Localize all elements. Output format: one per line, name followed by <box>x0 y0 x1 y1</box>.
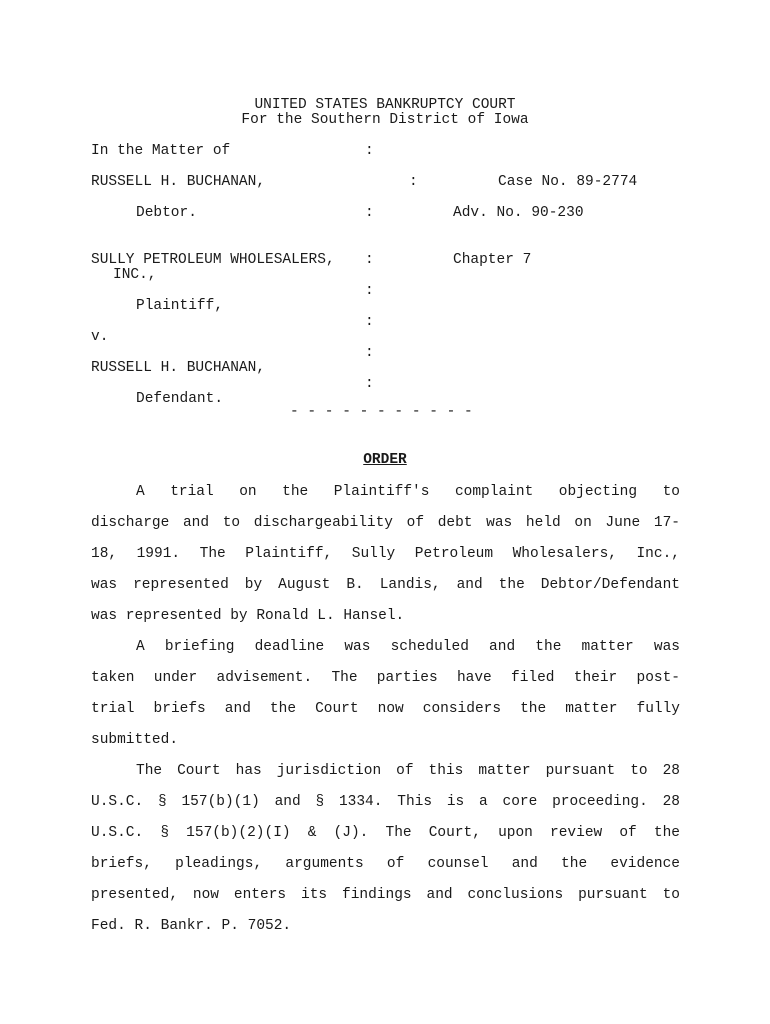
body-line: U.S.C. § 157(b)(1) and § 1334. This is a core proceeding. 28 <box>91 794 680 810</box>
plaintiff-role: Plaintiff, <box>136 298 224 314</box>
caption-colon: : <box>365 283 374 299</box>
debtor-name: RUSSELL H. BUCHANAN, <box>91 174 266 190</box>
body-line: U.S.C. § 157(b)(2)(I) & (J). The Court, upon review of the <box>91 825 680 841</box>
court-name: UNITED STATES BANKRUPTCY COURT <box>254 97 516 113</box>
versus-label: v. <box>91 329 109 345</box>
case-number: Case No. 89-2774 <box>498 174 638 190</box>
caption-colon: : <box>365 205 374 221</box>
plaintiff-name-continued: INC., <box>113 267 157 283</box>
debtor-role: Debtor. <box>136 205 197 221</box>
adversary-number: Adv. No. 90-230 <box>453 205 584 221</box>
matter-label: In the Matter of <box>91 143 231 159</box>
caption-divider: - - - - - - - - - - - <box>290 404 473 420</box>
body-line: presented, now enters its findings and conclusions pursuant to <box>91 887 680 903</box>
defendant-role: Defendant. <box>136 391 224 407</box>
body-line: A trial on the Plaintiff's complaint objecting to <box>136 484 680 500</box>
caption-colon: : <box>365 143 374 159</box>
body-line: was represented by Ronald L. Hansel. <box>91 608 405 624</box>
body-line: submitted. <box>91 732 179 748</box>
body-line: briefs, pleadings, arguments of counsel and the evidence <box>91 856 680 872</box>
order-title: ORDER <box>363 452 407 468</box>
body-line: was represented by August B. Landis, and the Debtor/Defendant <box>91 577 680 593</box>
chapter-number: Chapter 7 <box>453 252 532 268</box>
body-line: taken under advisement. The parties have filed their post- <box>91 670 680 686</box>
caption-colon: : <box>365 314 374 330</box>
body-line: trial briefs and the Court now considers the matter fully <box>91 701 680 717</box>
caption-colon: : <box>409 174 418 190</box>
defendant-name: RUSSELL H. BUCHANAN, <box>91 360 266 376</box>
body-line: discharge and to dischargeability of debt was held on June 17- <box>91 515 680 531</box>
caption-colon: : <box>365 376 374 392</box>
body-line: A briefing deadline was scheduled and the matter was <box>136 639 680 655</box>
caption-colon: : <box>365 252 374 268</box>
body-line: 18, 1991. The Plaintiff, Sully Petroleum Wholesalers, Inc., <box>91 546 680 562</box>
district-name: For the Southern District of Iowa <box>241 112 529 128</box>
plaintiff-name: SULLY PETROLEUM WHOLESALERS, <box>91 252 335 268</box>
body-line: Fed. R. Bankr. P. 7052. <box>91 918 292 934</box>
caption-colon: : <box>365 345 374 361</box>
body-line: The Court has jurisdiction of this matter pursuant to 28 <box>136 763 680 779</box>
